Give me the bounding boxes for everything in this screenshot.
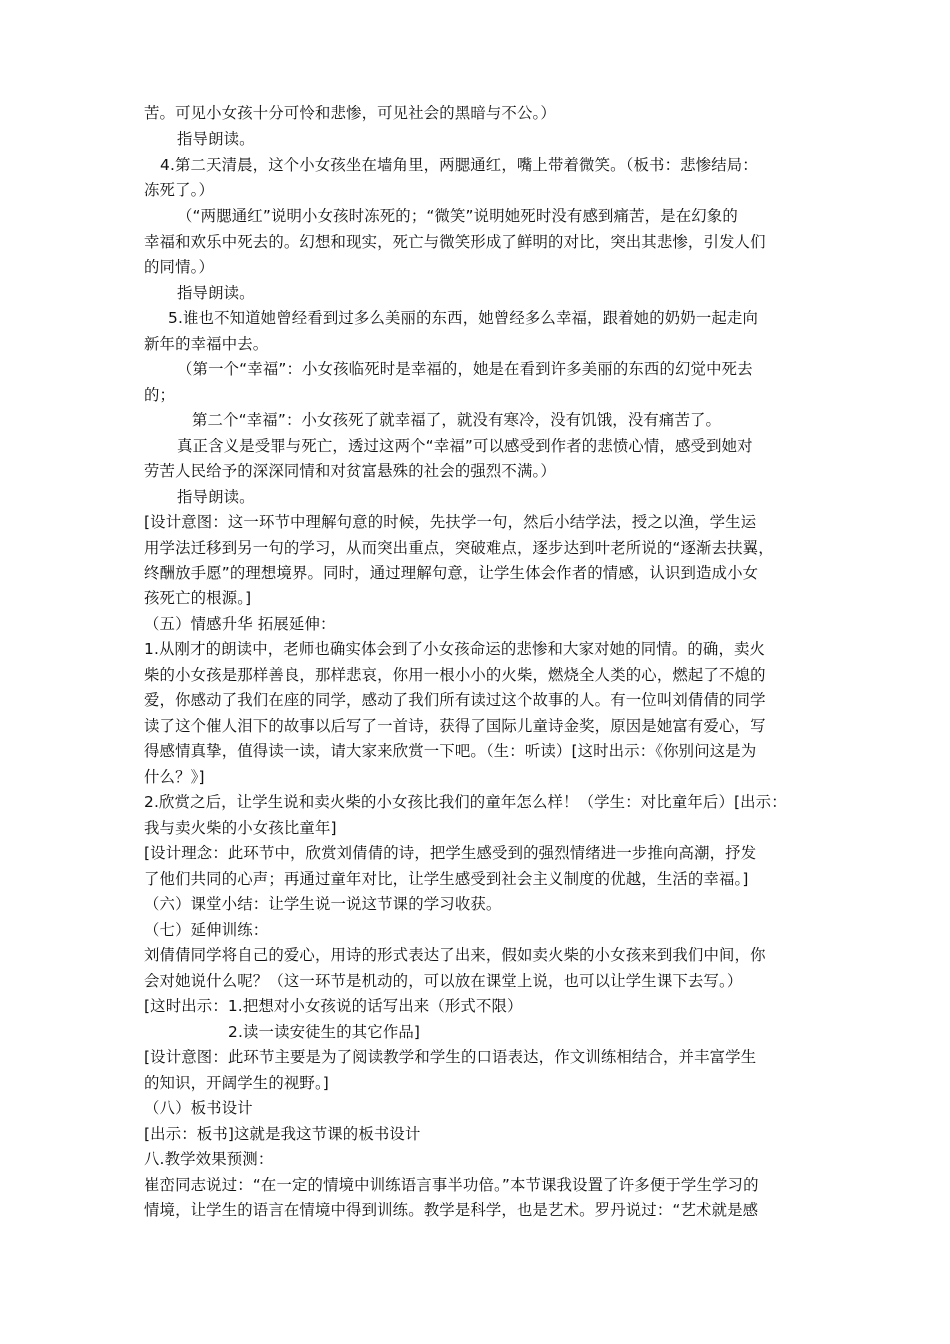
text-line: [设计意图：此环节主要是为了阅读教学和学生的口语表达，作文训练相结合，并丰富学生 [144,1048,757,1066]
text-line: 情境，让学生的语言在情境中得到训练。教学是科学，也是艺术。罗丹说过：“艺术就是感 [144,1201,759,1219]
text-line: 指导朗读。 [177,130,255,148]
text-line: 得感情真挚，值得读一读，请大家来欣赏一下吧。（生：听读）[这时出示：《你别问这是为 [144,742,757,760]
text-line: 劳苦人民给予的深深同情和对贫富悬殊的社会的强烈不满。） [144,462,556,480]
text-line: 终酬放手愿”的理想境界。同时，通过理解句意，让学生体会作者的情感，认识到造成小女 [144,564,759,582]
text-line: 孩死亡的根源。] [144,589,252,607]
text-line: 苦。可见小女孩十分可怜和悲惨，可见社会的黑暗与不公。） [144,104,556,122]
text-line: 的； [144,386,176,404]
text-line: [这时出示：1.把想对小女孩说的话写出来（形式不限） [144,997,523,1015]
text-line: 指导朗读。 [177,488,255,506]
text-line: 指导朗读。 [177,284,255,302]
text-line: 第二个“幸福”：小女孩死了就幸福了，就没有寒冷，没有饥饿，没有痛苦了。 [192,411,722,429]
text-line: 5.谁也不知道她曾经看到过多么美丽的东西，她曾经多么幸福，跟着她的奶奶一起走向 [168,309,758,327]
section-heading: （八）板书设计 [144,1099,253,1117]
section-heading: （六）课堂小结：让学生说一说这节课的学习收获。 [144,895,502,913]
text-line: 真正含义是受罪与死亡，透过这两个“幸福”可以感受到作者的悲愤心情，感受到她对 [177,437,753,455]
text-line: 我与卖火柴的小女孩比童年] [144,819,337,837]
text-line: 2.读一读安徒生的其它作品] [228,1023,421,1041]
text-line: 2.欣赏之后，让学生说和卖火柴的小女孩比我们的童年怎么样！（学生：对比童年后）[出示： [144,793,787,811]
section-heading: （七）延伸训练： [144,921,269,939]
text-line: （第一个“幸福”：小女孩临死时是幸福的，她是在看到许多美丽的东西的幻觉中死去 [177,360,753,378]
text-line: 幸福和欢乐中死去的。幻想和现实，死亡与微笑形成了鲜明的对比，突出其悲惨，引发人们 [144,233,766,251]
section-heading: 八.教学效果预测： [144,1150,274,1168]
text-line: 什么？》] [144,768,205,786]
text-line: [设计理念：此环节中，欣赏刘倩倩的诗，把学生感受到的强烈情绪进一步推向高潮，抒发 [144,844,757,862]
section-heading: （五）情感升华 拓展延伸： [144,615,336,633]
text-line: 冻死了。） [144,181,215,199]
text-line: 4.第二天清晨，这个小女孩坐在墙角里，两腮通红，嘴上带着微笑。（板书：悲惨结局： [160,156,758,174]
text-line: 爱，你感动了我们在座的同学，感动了我们所有读过这个故事的人。有一位叫刘倩倩的同学 [144,691,766,709]
text-line: 会对她说什么呢？（这一环节是机动的，可以放在课堂上说，也可以让学生课下去写。） [144,972,743,990]
text-line: 的同情。） [144,258,215,276]
text-line: 读了这个催人泪下的故事以后写了一首诗，获得了国际儿童诗金奖，原因是她富有爱心，写 [144,717,766,735]
text-line: 的知识，开阔学生的视野。] [144,1074,329,1092]
text-line: （“两腮通红”说明小女孩时冻死的；“微笑”说明她死时没有感到痛苦，是在幻象的 [177,207,738,225]
text-line: [出示：板书]这就是我这节课的板书设计 [144,1125,421,1143]
text-line: 柴的小女孩是那样善良，那样悲哀，你用一根小小的火柴，燃烧全人类的心，燃起了不熄的 [144,666,766,684]
text-line: 刘倩倩同学将自己的爱心，用诗的形式表达了出来，假如卖火柴的小女孩来到我们中间，你 [144,946,766,964]
text-line: 崔峦同志说过：“在一定的情境中训练语言事半功倍。”本节课我设置了许多便于学生学习的 [144,1176,759,1194]
text-line: 新年的幸福中去。 [144,335,269,353]
text-line: 了他们共同的心声；再通过童年对比，让学生感受到社会主义制度的优越，生活的幸福。] [144,870,749,888]
text-line: [设计意图：这一环节中理解句意的时候，先扶学一句，然后小结学法，授之以渔，学生运 [144,513,757,531]
text-line: 用学法迁移到另一句的学习，从而突出重点，突破难点，逐步达到叶老所说的“逐渐去扶翼， [144,539,774,557]
text-line: 1.从刚才的朗读中，老师也确实体会到了小女孩命运的悲惨和大家对她的同情。的确，卖火 [144,640,766,658]
